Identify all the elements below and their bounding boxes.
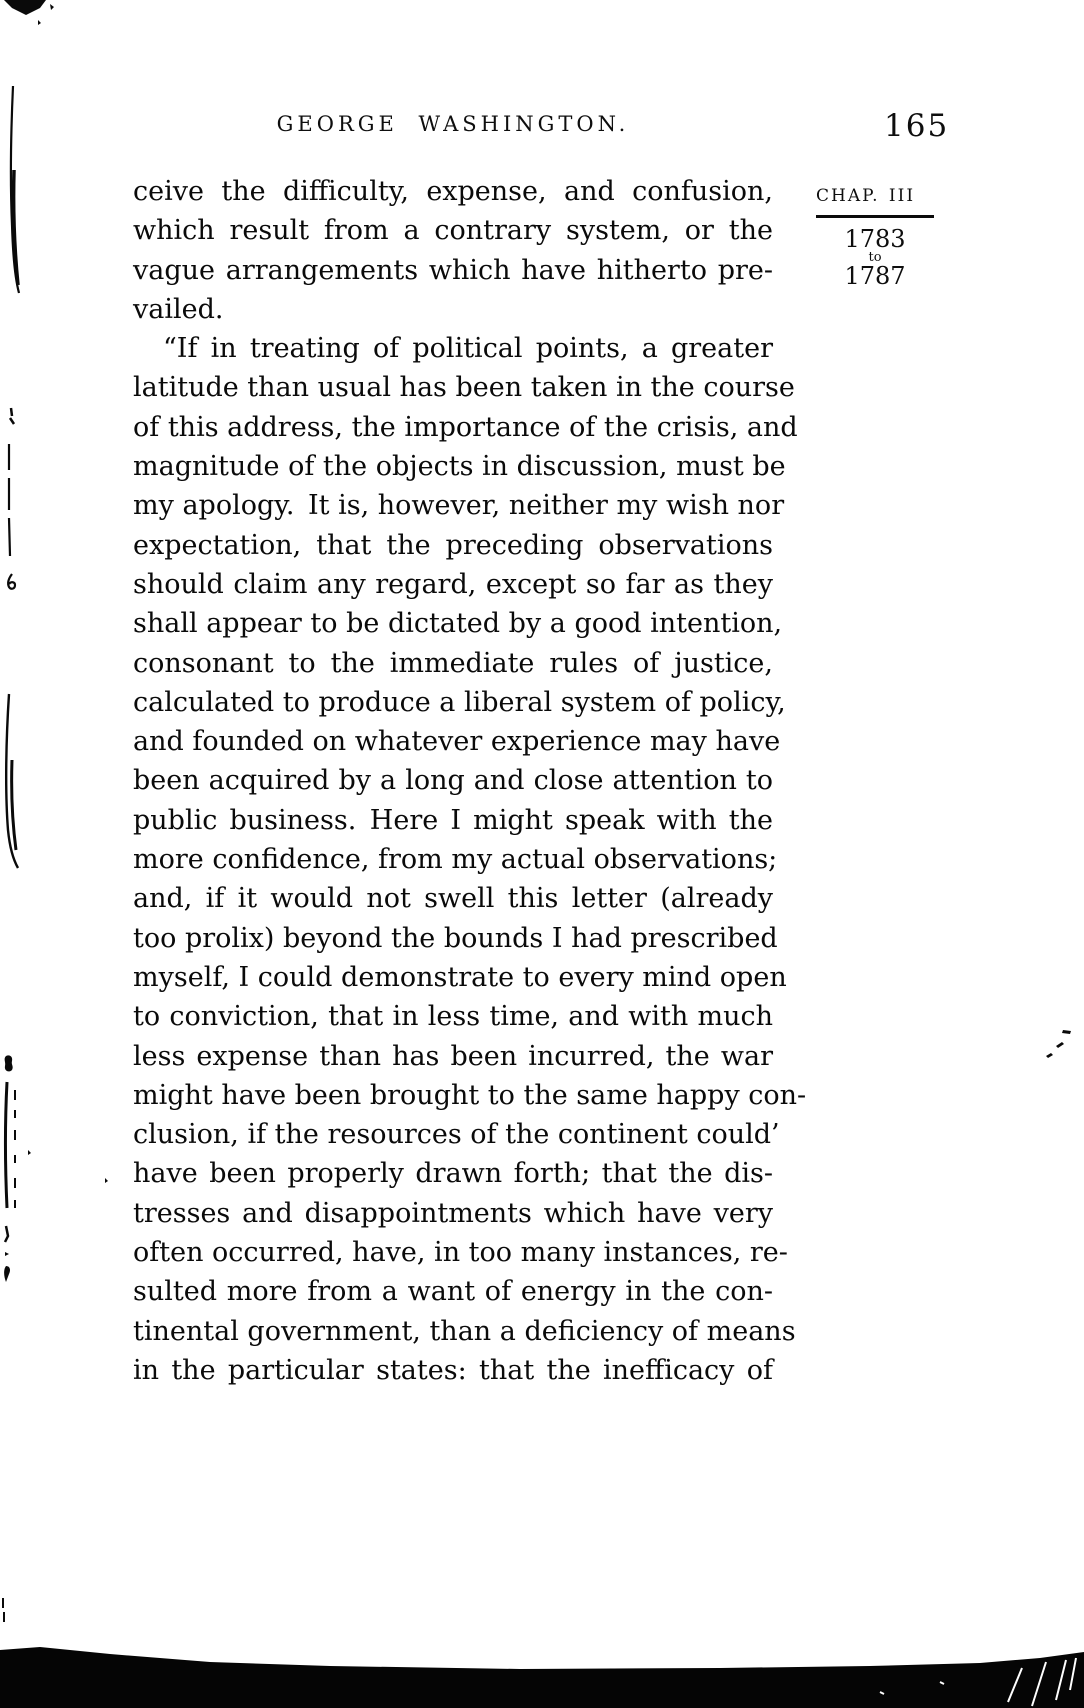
scan-artifact-left-speck-2	[105, 1178, 108, 1183]
body-line: ceive the difficulty, expense, and confusion,	[133, 176, 773, 207]
body-line: vague arrangements which have hitherto pre-	[133, 254, 773, 286]
body-line: my apology. It is, however, neither my wish nor	[133, 490, 785, 522]
body-line: and, if it would not swell this letter (already	[133, 883, 773, 915]
scan-artifact-left-blob-2	[5, 1055, 13, 1071]
body-line: sulted more from a want of energy in the con-	[133, 1276, 773, 1308]
body-line: often occurred, have, in too many instances, re-	[133, 1237, 788, 1269]
body-line: vailed.	[133, 293, 224, 325]
body-line: public business. Here I might speak with the	[133, 804, 773, 836]
year-from: 1783	[844, 225, 906, 253]
body-line: latitude than usual has been taken in the course	[133, 372, 795, 404]
body-line: consonant to the immediate rules of justice,	[133, 647, 773, 679]
scan-artifact-left-tick-2	[5, 1226, 8, 1242]
year-to: 1787	[844, 262, 906, 290]
body-line: calculated to produce a liberal system of policy,	[133, 686, 786, 718]
running-title: GEORGE WASHINGTON.	[276, 112, 630, 136]
body-line: have been properly drawn forth; that the dis-	[133, 1158, 773, 1190]
body-line: been acquired by a long and close attention to	[133, 765, 773, 797]
scan-artifact-left-scratch-2	[9, 444, 10, 556]
scan-artifact-left-scratch-1b	[14, 170, 18, 285]
scan-artifact-left-scratch-1	[11, 86, 19, 293]
body-line: too prolix) beyond the bounds I had prescribed	[133, 922, 778, 954]
body-line: clusion, if the resources of the continent could’	[133, 1119, 780, 1151]
body-line: magnitude of the objects in discussion, must be	[133, 451, 786, 483]
scan-artifact-right-marks	[1046, 1030, 1071, 1058]
body-line: and founded on whatever experience may have	[133, 726, 781, 758]
body-line: in the particular states: that the inefficacy of	[133, 1354, 773, 1386]
scan-artifact-left-scratch-4	[6, 1082, 8, 1208]
scan-artifact-left-scratch-3b	[12, 760, 16, 850]
body-line: myself, I could demonstrate to every mind open	[133, 961, 787, 993]
body-line: tresses and disappointments which have very	[133, 1197, 773, 1229]
scan-artifact-left-speck-3	[4, 1252, 10, 1282]
body-line: which result from a contrary system, or the	[133, 215, 773, 247]
scan-artifact-left-speck-1	[28, 1150, 31, 1155]
body-line: “If in treating of political points, a greater	[163, 333, 773, 365]
chapter-label: CHAP. III	[816, 186, 916, 206]
scan-artifact-bottom-left-ticks	[2, 1598, 5, 1622]
body-line: might have been brought to the same happy con-	[133, 1079, 807, 1111]
scan-artifact-left-tick-1	[10, 408, 14, 424]
scan-artifact-bottom-band	[0, 1647, 1084, 1708]
body-line: should claim any regard, except so far as they	[133, 568, 773, 600]
margin-notes	[816, 186, 936, 289]
body-line: more confidence, from my actual observations;	[133, 844, 778, 876]
margin-rule	[816, 215, 934, 218]
body-line: tinental government, than a deficiency of means	[133, 1315, 796, 1347]
year-connector: to	[868, 250, 882, 265]
body-line: shall appear to be dictated by a good intention,	[133, 608, 783, 640]
body-line: expectation, that the preceding observations	[133, 529, 773, 561]
body-text	[133, 172, 807, 1390]
body-line: of this address, the importance of the crisis, and	[133, 411, 798, 443]
body-line: to conviction, that in less time, and with much	[133, 1001, 773, 1033]
scan-artifact-corner-blob	[4, 0, 54, 25]
scan-artifact-band-texture	[880, 1658, 1076, 1706]
margin-years	[816, 226, 934, 289]
body-line: less expense than has been incurred, the war	[133, 1040, 773, 1072]
scan-artifact-left-scratch-3	[6, 694, 18, 868]
page-number: 165	[884, 108, 950, 144]
scan-artifact-left-squiggle	[8, 574, 15, 589]
